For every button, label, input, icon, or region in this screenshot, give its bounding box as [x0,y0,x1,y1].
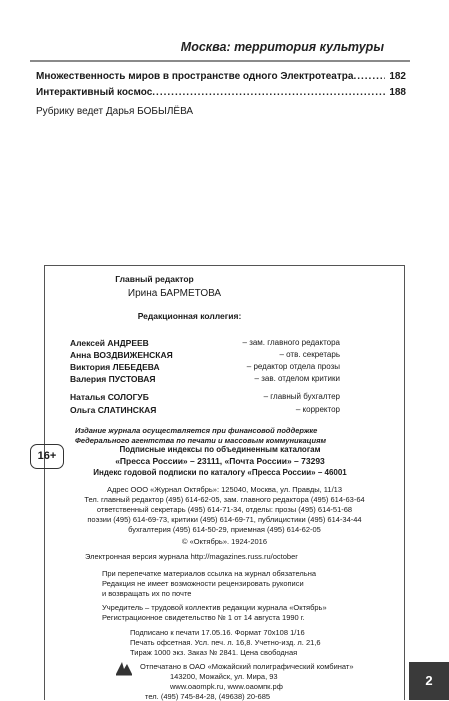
board-title: Редакционная коллегия: [137,311,242,321]
toc-leader [353,71,385,82]
toc-entry-title: Интерактивный космос [36,87,153,98]
chief-editor-name: Ирина БАРМЕТОВА [127,288,222,299]
founder-line: Учредитель – трудовой коллектив редакции журнала «Октябрь» [102,603,327,612]
funding-note: Издание журнала осуществляется при финансовой поддержке Федерального агентства по печати и массовым коммуникациям [75,426,327,445]
chief-editor-title: Главный редактор [115,274,194,284]
printer-logo-icon [115,660,133,676]
printer-line: Отпечатано в ОАО «Можайский полиграфический комбинат» [140,662,354,671]
board-member: Ольга СЛАТИНСКАЯ – корректор [70,405,340,415]
board-member: Виктория ЛЕБЕДЕВА – редактор отдела прозы [70,362,340,372]
subscription-line: Подписные индексы по объединенным каталогам [119,445,321,454]
age-rating-badge: 16+ [30,444,64,469]
subscription-line: «Пресса России» – 23111, «Почта России» – 73293 [115,456,325,466]
rubric-title: Москва: территория культуры [180,40,384,54]
subscription-line: Индекс годовой подписки по каталогу «Пресса России» – 46001 [93,468,347,477]
toc-entry-page: 182 [389,71,406,82]
rubric-editor-note: Рубрику ведет Дарья БОБЫЛЁВА [36,106,194,117]
address-line: поэзии (495) 614-69-73, критики (495) 614-69-71, публицистики (495) 614-34-44 [87,515,362,524]
printer-line: 143200, Можайск, ул. Мира, 93 [170,672,278,681]
print-info-line: Подписано к печати 17.05.16. Формат 70х108 1/16 [130,628,305,637]
board-member: Анна ВОЗДВИЖЕНСКАЯ – отв. секретарь [70,350,340,360]
reprint-note: Редакция не имеет возможности рецензировать рукописи [102,579,304,588]
reprint-note: и возвращать их по почте [102,589,192,598]
copyright-line: © «Октябрь». 1924-2016 [181,537,268,546]
print-info-line: Печать офсетная. Усл. печ. л. 16,8. Учетно-изд. л. 21,6 [130,638,321,647]
toc-leader [152,87,385,98]
board-member: Наталья СОЛОГУБ – главный бухгалтер [70,392,340,402]
web-version-link[interactable]: Электронная версия журнала http://magazines.russ.ru/october [85,552,298,561]
founder-line: Регистрационное свидетельство № 1 от 14 августа 1990 г. [102,613,305,622]
toc-entry-page: 188 [389,87,406,98]
reprint-note: При перепечатке материалов ссылка на журнал обязательна [102,569,317,578]
toc-entry[interactable] [36,87,406,98]
top-rule [30,60,410,62]
page-number: 2 [409,662,449,700]
printer-line: тел. (495) 745-84-28, (49638) 20-685 [145,692,271,701]
address-line: ответственный секретарь (495) 614-71-34, отделы: прозы (495) 614-51-68 [96,505,353,514]
printer-line: www.oaompk.ru, www.оаомпк.рф [170,682,283,691]
board-member: Алексей АНДРЕЕВ – зам. главного редактора [70,338,340,348]
toc-entry-title: Множественность миров в пространстве одного Электротеатра [36,71,354,82]
address-line: Адрес ООО «Журнал Октябрь»: 125040, Москва, ул. Правды, 11/13 [106,485,343,494]
board-member: Валерия ПУСТОВАЯ – зав. отделом критики [70,374,340,384]
toc-entry[interactable] [36,71,406,82]
address-line: бухгалтерия (495) 614-50-29, приемная (495) 614-62-05 [128,525,321,534]
print-info-line: Тираж 1000 экз. Заказ № 2841. Цена свободная [130,648,298,657]
address-line: Тел. главный редактор (495) 614-62-05, зам. главного редактора (495) 614-63-64 [84,495,365,504]
